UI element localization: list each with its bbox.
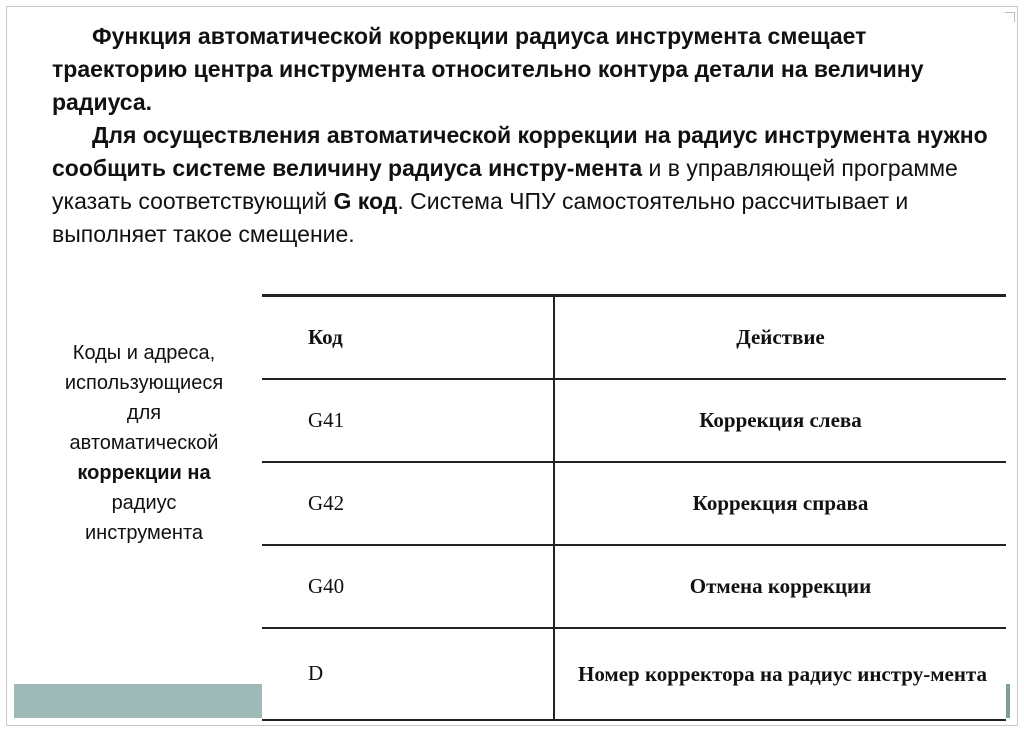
cell-code: D <box>262 628 554 720</box>
header-action: Действие <box>554 296 1006 379</box>
header-code: Код <box>262 296 554 379</box>
cell-code: G40 <box>262 545 554 628</box>
cell-action: Номер корректора на радиус инстру-мента <box>554 628 1006 720</box>
table-header-row <box>262 296 1006 379</box>
cell-code: G42 <box>262 462 554 545</box>
cell-action: Коррекция слева <box>554 379 1006 462</box>
cell-code: G41 <box>262 379 554 462</box>
intro-paragraph-2: Для осуществления автоматической коррекции на радиус инструмента нужно сообщить системе величину радиуса инстру-мента и в управляющей программе указать соответствующий G код. Система ЧПУ самостоятельно рассчитывает и выполняет такое смещение. <box>52 122 988 247</box>
intro-paragraph-1: Функция автоматической коррекции радиуса инструмента смещает траекторию центра инструмента относительно контура детали на величину радиуса. <box>52 23 924 115</box>
intro-text <box>52 20 992 251</box>
side-caption: Коды и адреса, использующиеся для автоматической коррекции на радиус инструмента <box>64 342 224 544</box>
cell-action: Отмена коррекции <box>554 545 1006 628</box>
table-row <box>262 379 1006 462</box>
table-row <box>262 462 1006 545</box>
table-row <box>262 545 1006 628</box>
codes-table <box>262 294 1006 721</box>
table-row <box>262 628 1006 720</box>
corner-mark <box>1005 12 1015 22</box>
cell-action: Коррекция справа <box>554 462 1006 545</box>
